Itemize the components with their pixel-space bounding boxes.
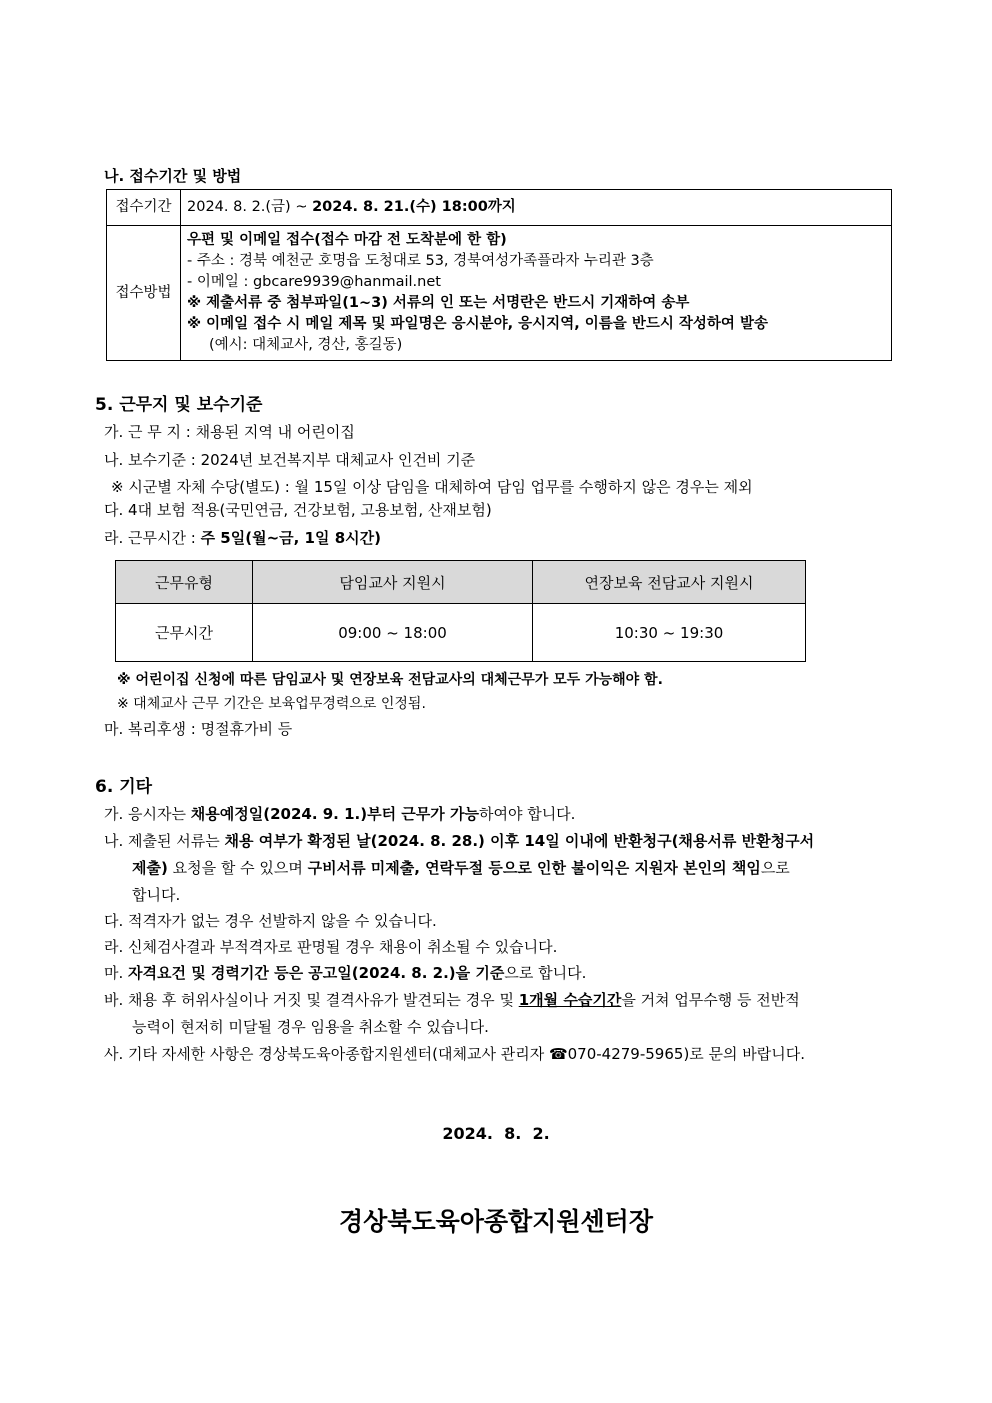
item-na-prefix: 나. 제출된 서류는 [104, 832, 225, 850]
extended-hours: 10:30 ~ 19:30 [533, 604, 806, 662]
allowance-note: ※ 시군별 자체 수당(별도) : 월 15일 이상 담임을 대체하여 담임 업무를 수행하지 않은 경우는 제외 [111, 478, 753, 496]
item-na-bold2: 제출) [132, 859, 168, 877]
header-type: 근무유형 [116, 561, 253, 604]
item-ga-suffix: 하여야 합니다. [478, 805, 576, 823]
welfare-item: 마. 복리후생 : 명절휴가비 등 [104, 720, 293, 738]
period-deadline: 2024. 8. 21.(수) 18:00까지 [312, 199, 516, 215]
item-ma-suffix: 으로 합니다. [504, 964, 587, 982]
workplace-item: 가. 근 무 지 : 채용된 지역 내 어린이집 [104, 423, 355, 441]
item-ba-prefix: 바. 채용 후 허위사실이나 거짓 및 결격사유가 발견되는 경우 및 [104, 991, 519, 1009]
salary-item: 나. 보수기준 : 2024년 보건복지부 대체교사 인건비 기준 [104, 451, 476, 469]
method-label: 접수방법 [107, 226, 181, 361]
item-da: 다. 적격자가 없는 경우 선발하지 않을 수 있습니다. [104, 912, 437, 930]
period-value [181, 190, 892, 226]
method-value [181, 226, 892, 361]
homeroom-hours: 09:00 ~ 18:00 [253, 604, 533, 662]
item-ga [104, 803, 575, 824]
item-na-bold3: 구비서류 미제출, 연락두절 등으로 인한 불이익은 지원자 본인의 책임 [307, 859, 761, 877]
item-na-line1 [104, 830, 814, 851]
item-ra: 라. 신체검사결과 부적격자로 판명될 경우 채용이 취소될 수 있습니다. [104, 938, 558, 956]
header-homeroom: 담임교사 지원시 [253, 561, 533, 604]
email-line: - 이메일 : gbcare9939@hanmail.net [187, 274, 441, 290]
application-table [106, 189, 892, 361]
item-ga-prefix: 가. 응시자는 [104, 805, 191, 823]
table-note-2: ※ 대체교사 근무 기간은 보육업무경력으로 인정됨. [117, 696, 426, 712]
section-na-heading: 나. 접수기간 및 방법 [104, 167, 242, 185]
work-hours-item [104, 527, 381, 548]
item-na-mid: 요청을 할 수 있으며 [167, 859, 308, 877]
item-ma-prefix: 마. [104, 964, 129, 982]
work-hours-value: 주 5일(월~금, 1일 8시간) [200, 529, 381, 547]
item-ma-bold: 자격요건 및 경력기간 등은 공고일(2024. 8. 2.)을 기준 [128, 964, 505, 982]
item-na-end1: 으로 [760, 859, 790, 877]
attachment-note: ※ 제출서류 중 첨부파일(1~3) 서류의 인 또는 서명란은 반드시 기재하여 송부 [187, 295, 690, 311]
signature-title: 경상북도육아종합지원센터장 [339, 1207, 653, 1236]
item-ba-suffix: 을 거쳐 업무수행 등 전반적 [621, 991, 800, 1009]
item-ba-bold: 1개월 수습기간 [518, 991, 622, 1009]
table-header-row [116, 561, 806, 604]
announcement-date: 2024. 8. 2. [442, 1124, 550, 1143]
table-row [116, 604, 806, 662]
item-na-line3: 합니다. [132, 886, 181, 904]
row-label: 근무시간 [116, 604, 253, 662]
work-hours-table [115, 560, 806, 662]
table-note-1: ※ 어린이집 신청에 따른 담임교사 및 연장보육 전담교사의 대체근무가 모두 가능해야 함. [117, 672, 663, 688]
item-na-line2 [132, 857, 790, 878]
work-hours-label: 라. 근무시간 : [104, 529, 201, 547]
item-ga-bold: 채용예정일(2024. 9. 1.)부터 근무가 가능 [190, 805, 479, 823]
item-na-bold1: 채용 여부가 확정된 날(2024. 8. 28.) 이후 14일 이내에 반환청구(채용서류 반환청구서 [224, 832, 815, 850]
section6-heading: 6. 기타 [95, 777, 153, 797]
email-example: (예시: 대체교사, 경산, 홍길동) [209, 337, 403, 353]
item-ma [104, 962, 586, 983]
method-title: 우편 및 이메일 접수(접수 마감 전 도착분에 한 함) [187, 232, 507, 248]
address-line: - 주소 : 경북 예천군 호명읍 도청대로 53, 경북여성가족플라자 누리관 3층 [187, 253, 654, 269]
item-ba-line1 [104, 989, 800, 1010]
item-ba-line2: 능력이 현저히 미달될 경우 임용을 취소할 수 있습니다. [132, 1018, 489, 1036]
header-extended: 연장보육 전담교사 지원시 [533, 561, 806, 604]
email-subject-note: ※ 이메일 접수 시 메일 제목 및 파일명은 응시분야, 응시지역, 이름을 반드시 작성하여 발송 [187, 316, 768, 332]
period-start: 2024. 8. 2.(금) ~ [187, 199, 313, 215]
period-label: 접수기간 [107, 190, 181, 226]
item-sa: 사. 기타 자세한 사항은 경상북도육아종합지원센터(대체교사 관리자 ☎070-4279-5965)로 문의 바랍니다. [104, 1045, 806, 1063]
section5-heading: 5. 근무지 및 보수기준 [95, 395, 263, 415]
insurance-item: 다. 4대 보험 적용(국민연금, 건강보험, 고용보험, 산재보험) [104, 501, 492, 519]
